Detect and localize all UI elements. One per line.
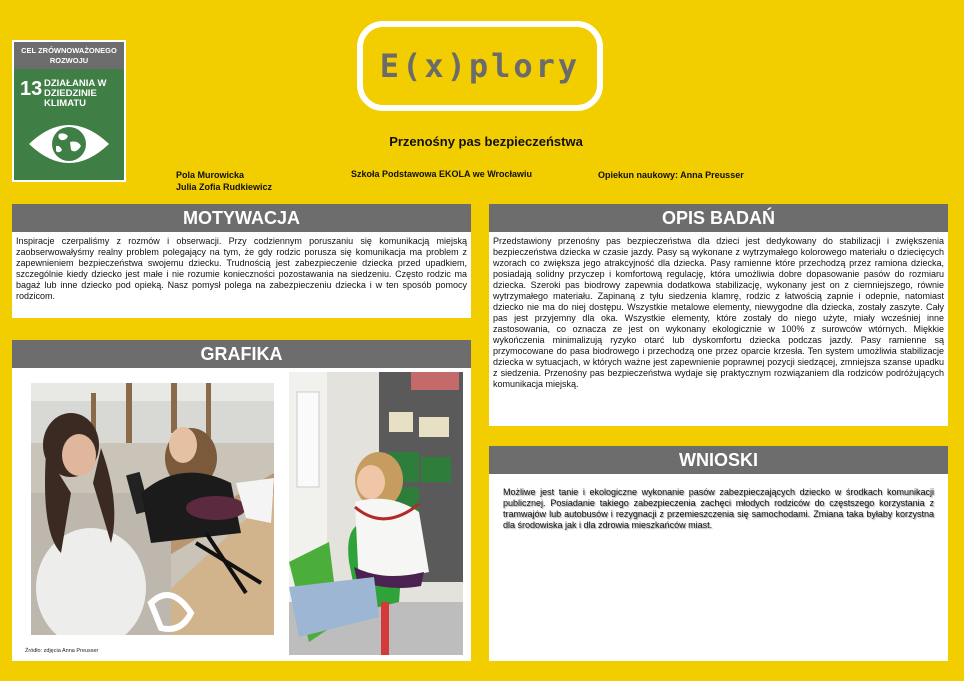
opis-badan-panel xyxy=(489,204,948,426)
grafika-panel xyxy=(12,340,471,661)
section-text: Przedstawiony przenośny pas bezpieczeństwa dla dzieci jest dedykowany do stabilizacji i zwiększenia bezpieczeństwa dziecka w czasie jazdy. Pasy są wykonane z wytrzymałego kolorowego materiału o dziecięcych wzorach co zwiększa jego atrakcyjność dla dziecka. Pasy ramienne które przechodzą przez ramiona dziecka, posiadają solidny przyczep i komfortową regulację, która umożliwia dobre dopasowanie pasów do rozmiaru dziecka. Szeroki pas biodrowy zapewnia dodatkowa stabilizację, wykonany jest on z ciemniejszego, równie wytrzymałego materiału. Zapinaną z tyłu siedzenia klamrę, rodzic z łatwością zapnie i odepnie, natomiast dziecko nie ma do niej dostępu. Wszystkie metalowe elementy, niewygodne dla dziecka, zostały zaszyte. Cały pas jest przyjemny dla oka. Wszystkie elementy, które zostały do niego użyte, miały wcześniej inne zastosowania, co oznacza ze jest on wykonany ekologicznie w 100% z surowców wtórnych. Miękkie wykończenia minimalizują ryzyko otarć lub dyskomfortu dziecka podczas jazdy. Pasy ramienne są przymocowane do pasa biodrowego i przechodzą one przez oparcie krzesła. Ten system umożliwia stabilizacje dziecka w sytuacjach, w których ważne jest zapewnienie poprawnej pozycji siedzącej, zmniejsza szanse upadku z siedzenia. Przenośny pas bezpieczeństwa wydaje się praktycznym rozwiązaniem dla rodziców podróżujących komunikacja miejską. xyxy=(493,236,944,389)
section-text: Inspiracje czerpaliśmy z rozmów i obserwacji. Przy codziennym poruszaniu się komunikacją miejską zaobserwowałyśmy realny problem polegający na tym, że gdy rodzic porusza się komunikacja ma problem z zapewnieniem bezpieczeństwa swojemu dziecku. Trudnością jest zabezpieczenie dziecka przed upadkiem, szczególnie kiedy dziecko jest małe i nie rozumie konieczności pozostawania na siedzeniu. Często rodzic ma bagaż lub inne dziecko pod opieką. Nasz pomysł polega na zabezpieczeniu dziecka i w ten sposób pomocy rodzicom. xyxy=(16,236,467,301)
sdg-number: 13 xyxy=(20,78,43,100)
logo-text: E(x)plory xyxy=(379,47,581,85)
supervisor: Opiekun naukowy: Anna Preusser xyxy=(598,170,744,180)
sdg-badge xyxy=(12,40,126,182)
school-name: Szkoła Podstawowa EKOLA we Wrocławiu xyxy=(351,169,533,179)
sdg-header: CEL ZRÓWNOWAŻONEGO ROZWOJU xyxy=(14,42,124,69)
image-source: Źródło: zdjęcia Anna Preusser xyxy=(25,648,99,654)
wnioski-panel xyxy=(489,446,948,661)
section-text: Możliwe jest tanie i ekologiczne wykonanie pasów zabezpieczających dziecko w środkach komunikacji publicznej. Posiadanie takiego zabezpieczenia zachęci młodych rodziców do częstszego korzystania z tramwajów lub autobusów i rezygnacji z przemieszczenia się samochodami. Zmiana taka byłaby korzystna dla środowiska jak i dla zdrowia mieszkańców miast. xyxy=(503,487,934,530)
photo-girl-with-belt xyxy=(289,372,463,655)
section-heading: MOTYWACJA xyxy=(12,204,471,232)
section-heading: WNIOSKI xyxy=(489,446,948,474)
photo-girls-at-table xyxy=(31,383,274,635)
authors xyxy=(176,169,272,193)
poster-title: Przenośny pas bezpieczeństwa xyxy=(389,134,583,149)
sdg-title: DZIAŁANIA W DZIEDZINIE KLIMATU xyxy=(44,78,107,109)
author-name: Julia Zofia Rudkiewicz xyxy=(176,182,273,192)
author-name: Pola Murowicka xyxy=(176,170,245,180)
explory-logo xyxy=(357,21,603,111)
section-heading: OPIS BADAŃ xyxy=(489,204,948,232)
section-heading: GRAFIKA xyxy=(12,340,471,368)
motywacja-panel xyxy=(12,204,471,318)
